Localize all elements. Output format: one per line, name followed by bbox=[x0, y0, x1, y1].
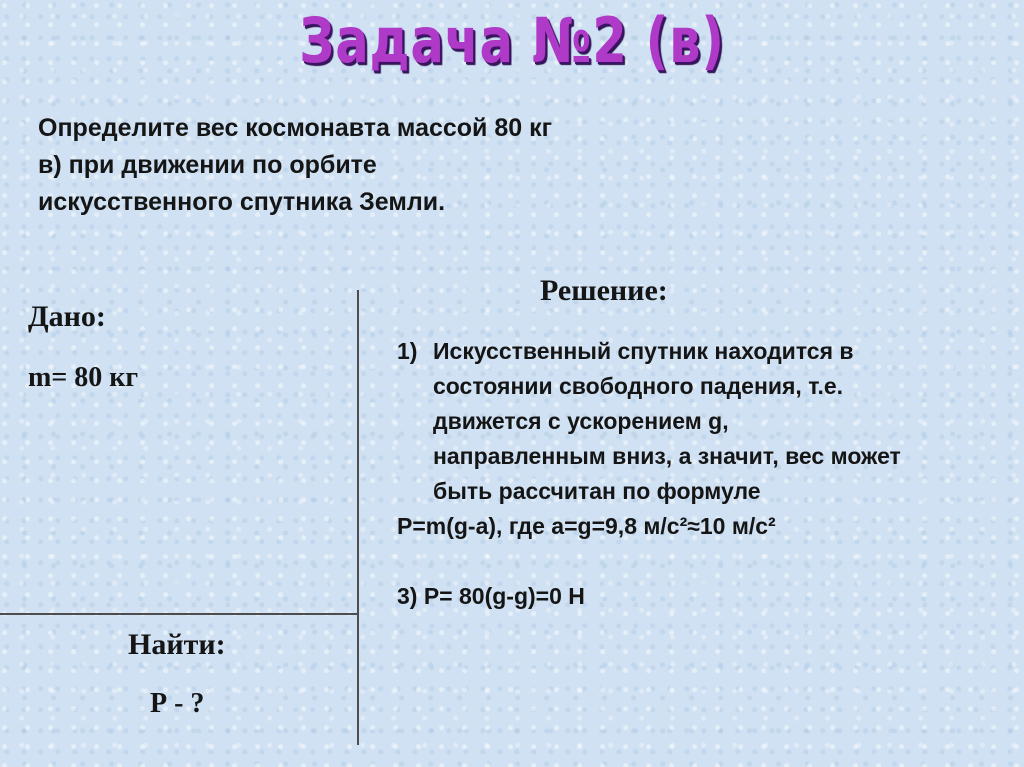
problem-statement bbox=[38, 110, 758, 221]
given-label: Дано: bbox=[28, 300, 106, 333]
slide-title: Задача №2 (в) bbox=[299, 4, 725, 77]
step-line: Искусственный спутник находится в bbox=[433, 338, 854, 364]
step-text bbox=[433, 334, 901, 509]
step-line: направленным вниз, а значит, вес может bbox=[433, 443, 901, 469]
step-number: 1) bbox=[397, 338, 418, 364]
weight-formula: P=m(g-a), где a=g=9,8 м/с²≈10 м/с² bbox=[397, 513, 776, 539]
solution-body bbox=[397, 334, 1012, 614]
given-mass: m= 80 кг bbox=[28, 362, 139, 393]
vertical-divider bbox=[357, 290, 359, 745]
find-label: Найти: bbox=[128, 628, 226, 661]
problem-line: в) при движении по орбите bbox=[38, 151, 377, 179]
step-line: состоянии свободного падения, т.е. bbox=[433, 373, 844, 399]
solution-result: 3) P= 80(g-g)=0 Н bbox=[397, 583, 585, 609]
find-weight: Р - ? bbox=[150, 688, 205, 719]
problem-line: искусственного спутника Земли. bbox=[38, 188, 446, 216]
step-line: движется с ускорением g, bbox=[433, 408, 729, 434]
horizontal-divider bbox=[0, 613, 359, 615]
solution-step-1 bbox=[397, 334, 1012, 509]
problem-line: Определите вес космонавта массой 80 кг bbox=[38, 114, 553, 142]
solution-label: Решение: bbox=[540, 274, 668, 307]
step-line: быть рассчитан по формуле bbox=[433, 478, 761, 504]
